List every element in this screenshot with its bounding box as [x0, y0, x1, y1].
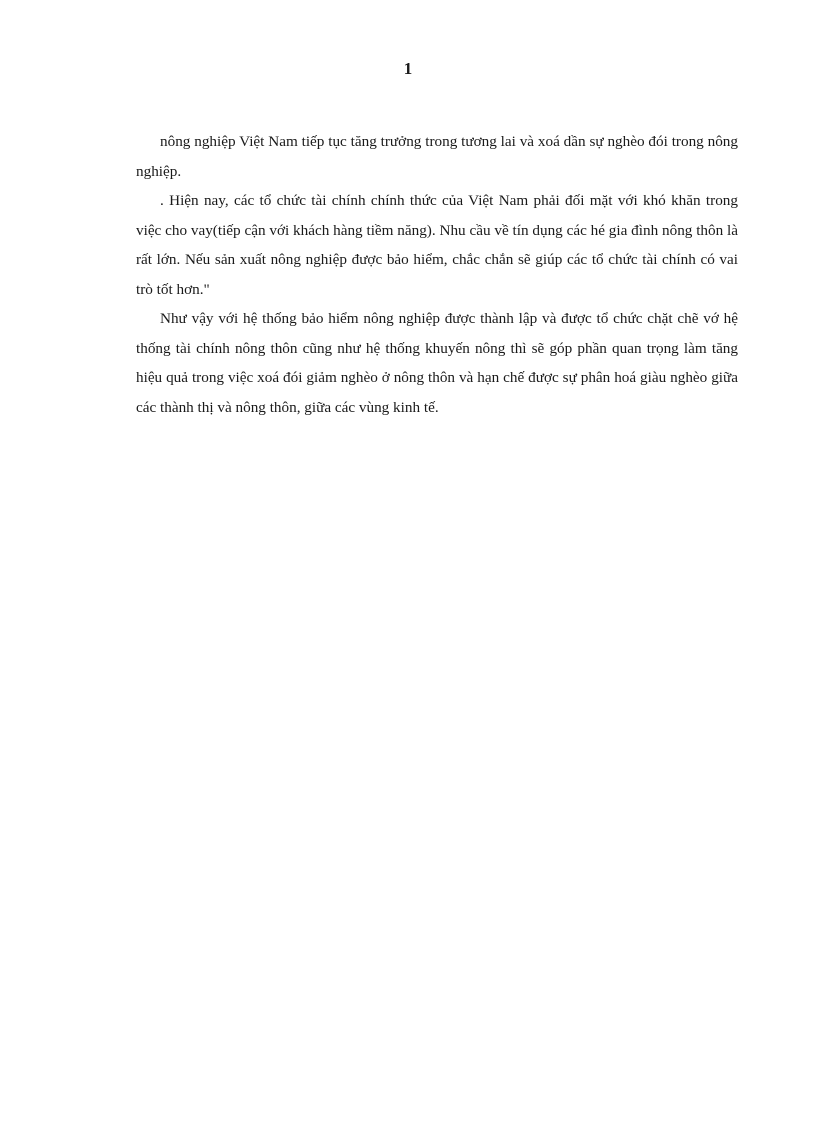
body-text: [136, 127, 738, 422]
page-number: 1: [403, 59, 413, 78]
paragraph-2: . Hiện nay, các tổ chức tài chính chính thức của Việt Nam phải đối mặt với khó khăn trong việc cho vay(tiếp cận với khách hàng tiềm năng). Nhu cầu về tín dụng các hé gia đình nông thôn là rất lớn. Nếu sản xuất nông nghiệp được bảo hiểm, chắc chắn sẽ giúp các tổ chức tài chính có vai trò tốt hơn.": [136, 192, 738, 298]
paragraph-3: Như vậy với hệ thống bảo hiểm nông nghiệp được thành lập và được tổ chức chặt chẽ vớ hệ thống tài chính nông thôn cũng như hệ thống khuyến nông thì sẽ góp phần quan trọng làm tăng hiệu quả trong việc xoá đói giảm nghèo ở nông thôn và hạn chế được sự phân hoá giàu nghèo giữa các thành thị và nông thôn, giữa các vùng kinh tế.: [136, 310, 738, 416]
paragraph-1: nông nghiệp Việt Nam tiếp tục tăng trưởng trong tương lai và xoá dần sự nghèo đói trong nông nghiệp.: [136, 133, 738, 180]
